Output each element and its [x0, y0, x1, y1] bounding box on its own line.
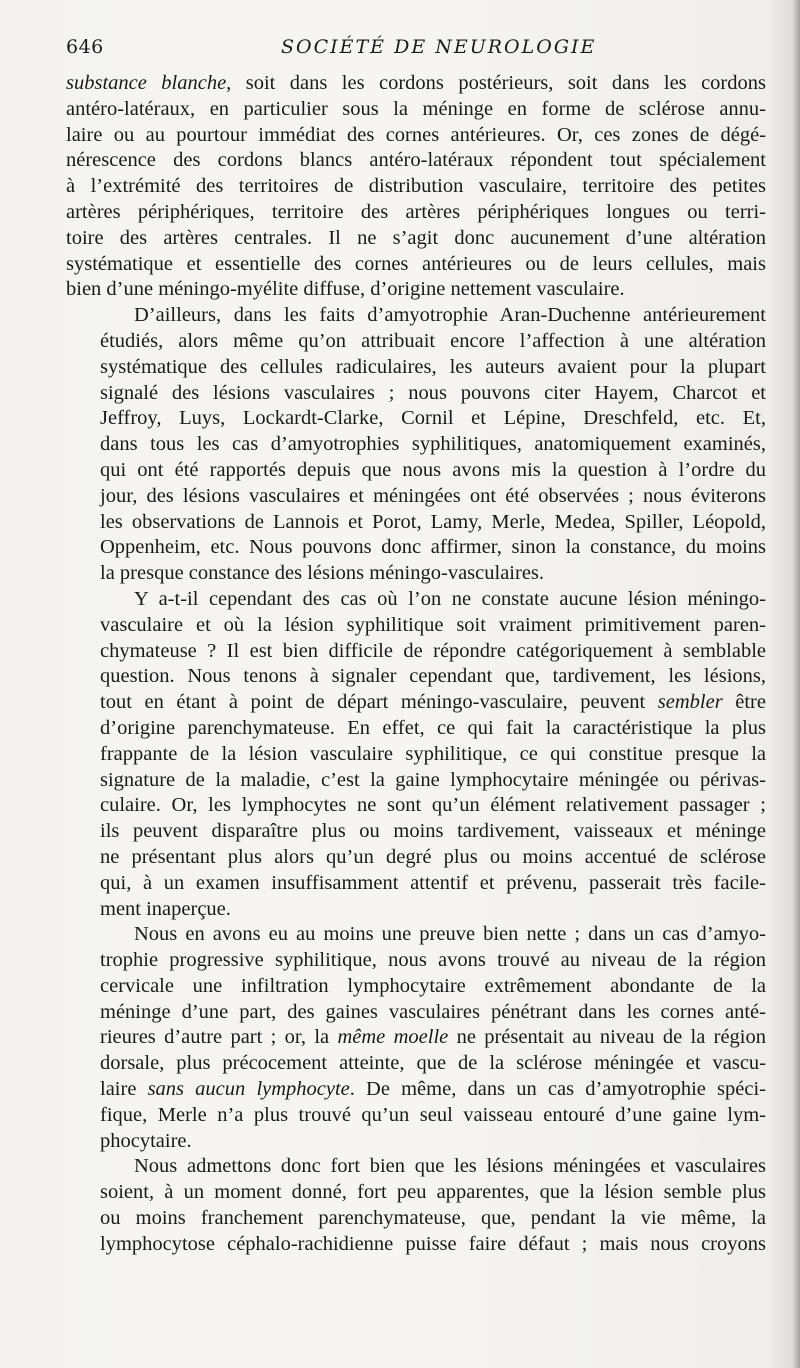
text-line: phocytaire. — [100, 1129, 192, 1152]
text-line: qui ont été rapportés depuis que nous avons mis la question à l’ordre du — [100, 458, 766, 481]
text-line: artères périphériques, territoire des artères périphériques longues ou terri- — [66, 200, 766, 223]
text-line: question. Nous tenons à signaler cependant que, tardivement, les lésions, — [100, 665, 766, 688]
text-line: cervicale une infiltration lymphocytaire extrêmement abondante de la — [100, 974, 766, 997]
text-line: jour, des lésions vasculaires et méningées ont été observées ; nous éviterons — [100, 484, 766, 507]
italic-term: sans aucun lymphocyte — [147, 1078, 350, 1101]
page-number: 646 — [66, 36, 104, 58]
text-line: à l’extrémité des territoires de distribution vasculaire, territoire des petites — [66, 175, 766, 198]
text-line: les observations de Lannois et Porot, Lamy, Merle, Medea, Spiller, Léopold, — [100, 510, 766, 533]
page-edge-shadow — [792, 0, 800, 1368]
text-line: la presque constance des lésions méningo-vasculaires. — [100, 562, 545, 585]
text-line: fique, Merle n’a plus trouvé qu’un seul vaisseau entouré d’une gaine lym- — [100, 1103, 766, 1126]
text-segment: . De même, dans un cas d’amyotrophie spéci- — [349, 1078, 766, 1101]
text-segment: rieures d’autre part ; or, la — [100, 1026, 338, 1049]
text-line: ou moins franchement parenchymateuse, que, pendant la vie même, la — [100, 1207, 766, 1230]
text-line: laire ou au pourtour immédiat des cornes antérieures. Or, ces zones de dégé- — [66, 123, 766, 146]
text-line: signalé des lésions vasculaires ; nous pouvons citer Hayem, Charcot et — [100, 381, 766, 404]
italic-term: même moelle — [337, 1026, 449, 1049]
text-line: dorsale, plus précocement atteinte, que de la sclérose méningée et vascu- — [100, 1052, 766, 1075]
page-header — [66, 36, 766, 66]
text-line: Nous admettons donc fort bien que les lésions méningées et vasculaires — [134, 1155, 766, 1178]
text-line: D’ailleurs, dans les faits d’amyotrophie Aran-Duchenne antérieurement — [134, 304, 766, 327]
text-line: Nous en avons eu au moins une preuve bien nette ; dans un cas d’amyo- — [134, 923, 766, 946]
paragraph-4 — [66, 922, 766, 1154]
body-text — [66, 71, 766, 1258]
paragraph-3 — [66, 587, 766, 922]
text-segment: tout en étant à point de départ méningo-vasculaire, peuvent — [100, 691, 658, 714]
text-line: Oppenheim, etc. Nous pouvons donc affirmer, sinon la constance, du moins — [100, 536, 766, 559]
text-line: méninge d’une part, des gaines vasculaires pénétrant dans les cornes anté- — [100, 1000, 766, 1023]
text-line: nérescence des cordons blancs antéro-latéraux répondent tout spécialement — [66, 149, 766, 172]
italic-term: sembler — [657, 691, 723, 714]
text-segment: être — [722, 691, 766, 714]
text-line: bien d’une méningo-myélite diffuse, d’origine nettement vasculaire. — [66, 278, 625, 301]
text-line — [66, 1077, 766, 1103]
text-line: antéro-latéraux, en particulier sous la méninge en forme de sclérose annu- — [66, 97, 766, 120]
text-line: étudiés, alors même qu’on attribuait encore l’affection à une altération — [100, 329, 766, 352]
text-line: culaire. Or, les lymphocytes ne sont qu’un élément relativement passager ; — [100, 794, 766, 817]
text-line: ne présentant plus alors qu’un degré plus ou moins accentué de sclérose — [100, 845, 766, 868]
text-line: dans tous les cas d’amyotrophies syphilitiques, anatomiquement examinés, — [100, 433, 766, 456]
paragraph-5 — [66, 1154, 766, 1257]
text-line: Jeffroy, Luys, Lockardt-Clarke, Cornil et Lépine, Dreschfeld, etc. Et, — [100, 407, 766, 430]
text-line — [66, 71, 766, 97]
text-segment: laire — [100, 1078, 148, 1101]
text-line: soient, à un moment donné, fort peu apparentes, que la lésion semble plus — [100, 1181, 766, 1204]
text-line — [66, 690, 766, 716]
text-segment: ne présentait au niveau de la région — [448, 1026, 767, 1049]
text-line: ment inaperçue. — [100, 897, 231, 920]
text-line: vasculaire et où la lésion syphilitique soit vraiment primitivement paren- — [100, 613, 766, 636]
text-line: trophie progressive syphilitique, nous avons trouvé au niveau de la région — [100, 949, 766, 972]
text-line: d’origine parenchymateuse. En effet, ce qui fait la caractéristique la plus — [100, 716, 766, 739]
italic-term: substance blanche — [66, 72, 227, 94]
paragraph-1 — [66, 71, 766, 303]
text-line: systématique et essentielle des cornes antérieures ou de leurs cellules, mais — [66, 252, 766, 275]
text-line: qui, à un examen insuffisamment attentif et prévenu, passerait très facile- — [100, 871, 766, 894]
text-line: ils peuvent disparaître plus ou moins tardivement, vaisseaux et méninge — [100, 820, 766, 843]
text-line: Y a-t-il cependant des cas où l’on ne constate aucune lésion méningo- — [134, 587, 766, 610]
running-title: SOCIÉTÉ DE NEUROLOGIE — [281, 36, 597, 58]
text-segment: , soit dans les cordons postérieurs, soit dans les cordons — [226, 72, 766, 94]
text-line: chymateuse ? Il est bien difficile de répondre catégoriquement à semblable — [100, 639, 766, 662]
text-line: signature de la maladie, c’est la gaine lymphocytaire méningée ou périvas- — [100, 768, 766, 791]
text-line: frappante de la lésion vasculaire syphilitique, ce qui constitue presque la — [100, 742, 766, 765]
text-line: toire des artères centrales. Il ne s’agit donc aucunement d’une altération — [66, 226, 766, 249]
text-line: systématique des cellules radiculaires, les auteurs avaient pour la plupart — [100, 355, 766, 378]
text-line — [66, 1025, 766, 1051]
text-line: lymphocytose céphalo-rachidienne puisse faire défaut ; mais nous croyons — [100, 1232, 766, 1255]
paragraph-2 — [66, 303, 766, 587]
